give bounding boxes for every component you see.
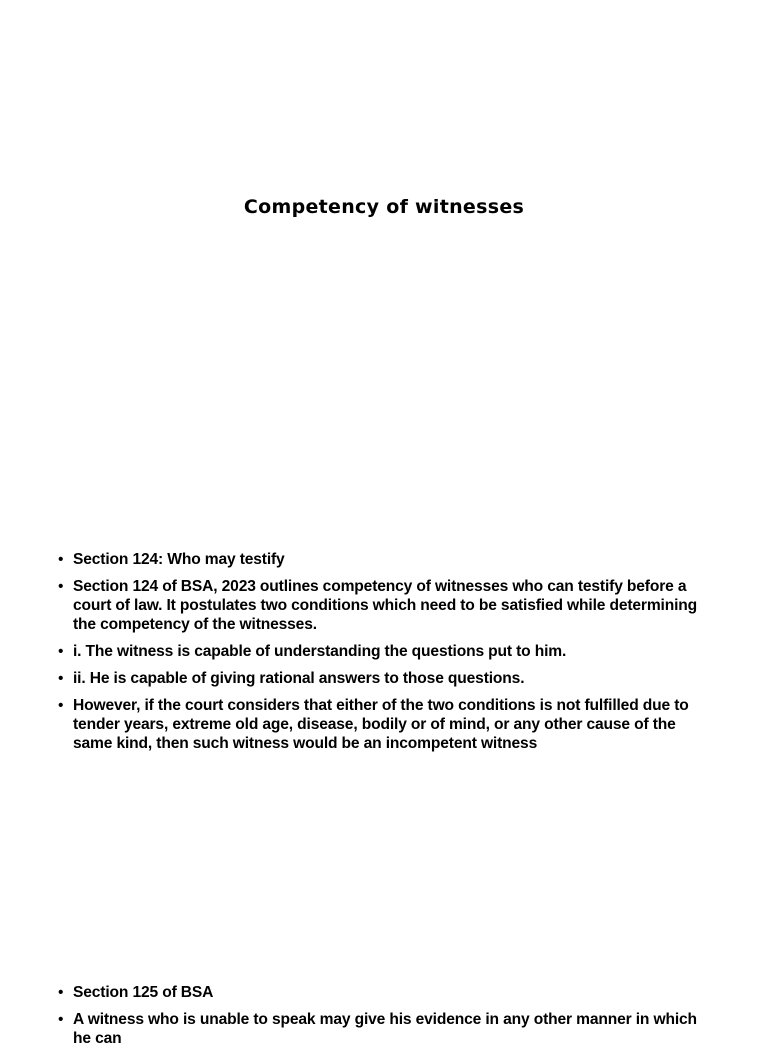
bullet-icon: • bbox=[58, 670, 64, 687]
bullet-text: Section 124: Who may testify bbox=[73, 551, 285, 568]
list-item bbox=[56, 669, 716, 688]
bullet-text: A witness who is unable to speak may give his evidence in any other manner in which he can bbox=[73, 1011, 697, 1047]
bullet-icon: • bbox=[58, 984, 64, 1001]
list-item bbox=[56, 642, 716, 661]
bullet-text: ii. He is capable of giving rational answers to those questions. bbox=[73, 670, 525, 687]
list-item bbox=[56, 577, 716, 634]
bullet-icon: • bbox=[58, 551, 64, 568]
bullet-list-section-125 bbox=[56, 983, 716, 1056]
bullet-icon: • bbox=[58, 697, 64, 714]
list-item bbox=[56, 696, 716, 753]
bullet-text: However, if the court considers that either of the two conditions is not fulfilled due to tender years, extreme old age, disease, bodily or of mind, or any other cause of the same kind, then such witness would be an incompetent witness bbox=[73, 697, 689, 752]
bullet-icon: • bbox=[58, 1011, 64, 1028]
list-item bbox=[56, 983, 716, 1002]
bullet-text: i. The witness is capable of understanding the questions put to him. bbox=[73, 643, 567, 660]
bullet-icon: • bbox=[58, 578, 64, 595]
bullet-icon: • bbox=[58, 643, 64, 660]
bullet-text: Section 124 of BSA, 2023 outlines competency of witnesses who can testify before a court of law. It postulates two conditions which need to be satisfied while determining the competency of the witnesses. bbox=[73, 578, 698, 633]
slide-title: Competency of witnesses bbox=[243, 196, 525, 218]
bullet-text: Section 125 of BSA bbox=[73, 984, 214, 1001]
list-item bbox=[56, 1010, 716, 1048]
bullet-list-section-124 bbox=[56, 550, 716, 761]
list-item bbox=[56, 550, 716, 569]
